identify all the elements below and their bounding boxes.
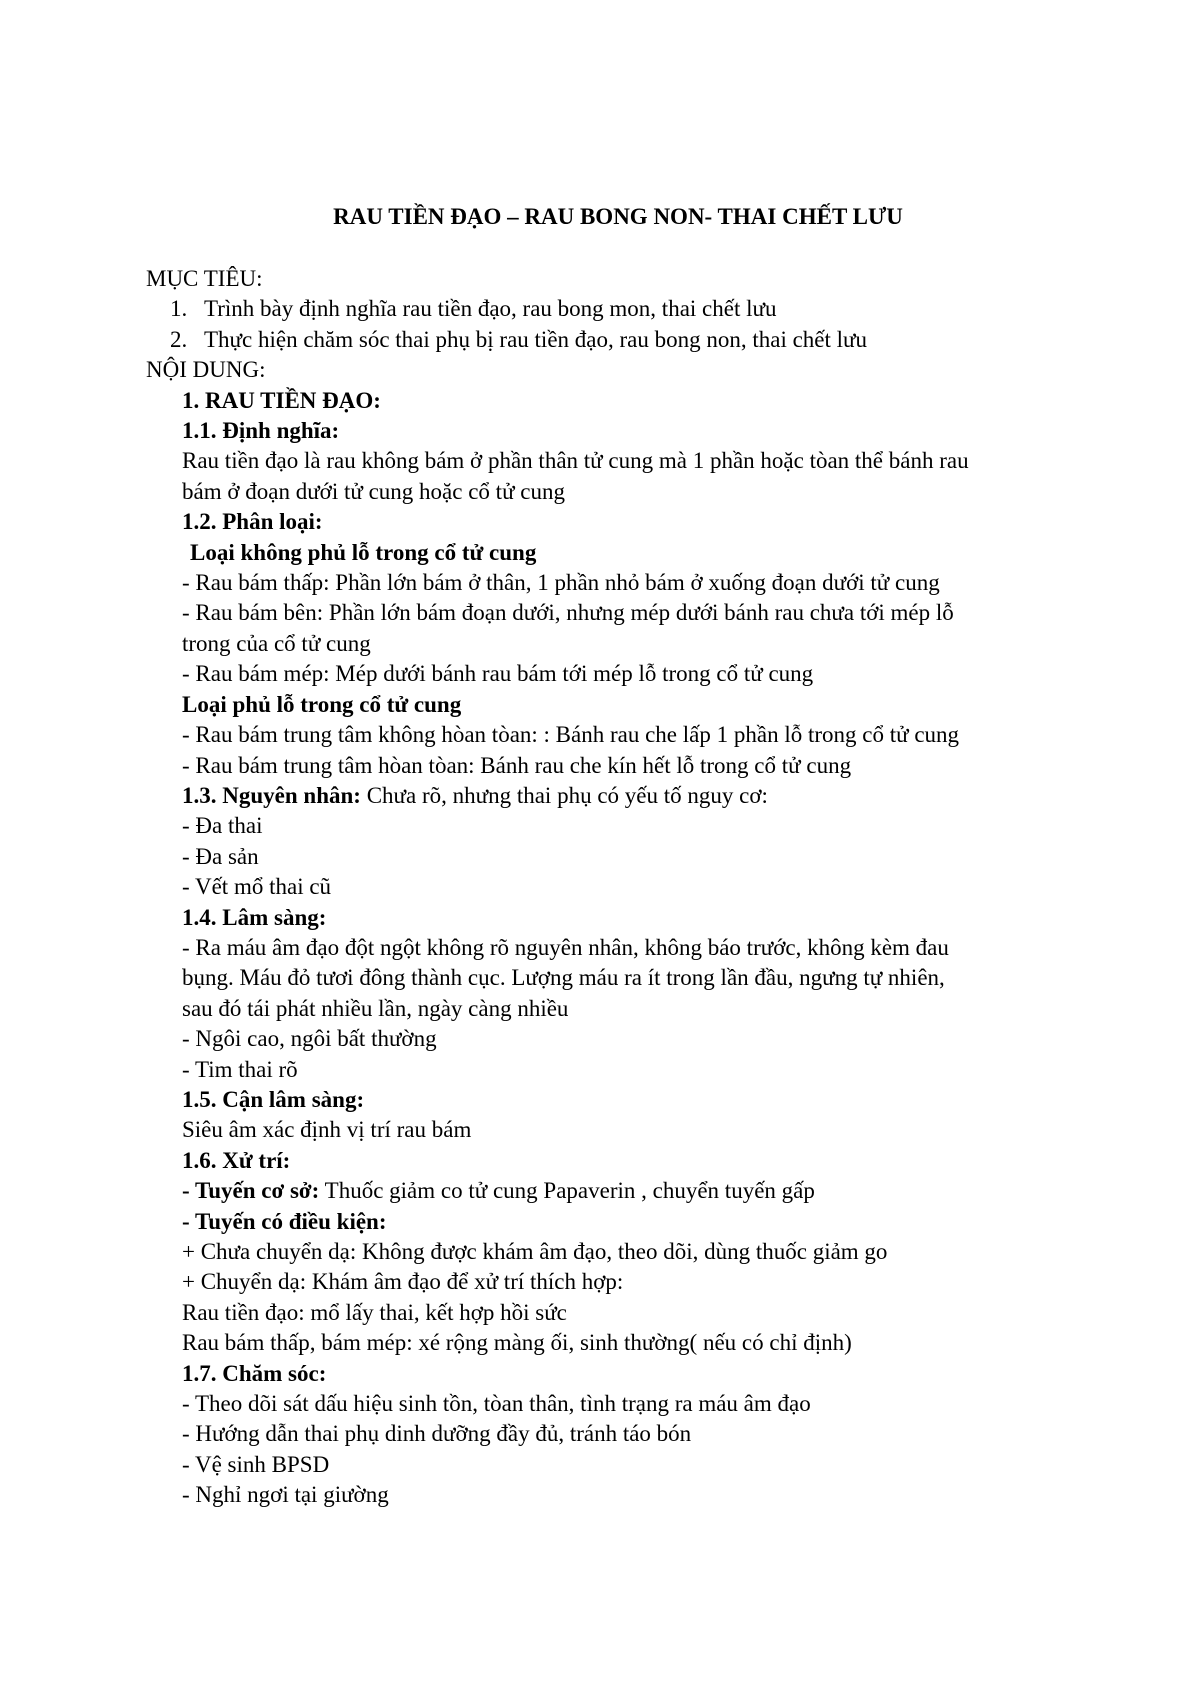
list-item: - Đa sản bbox=[182, 843, 259, 869]
text-line: sau đó tái phát nhiều lần, ngày càng nhiều bbox=[182, 995, 569, 1021]
objective-item bbox=[146, 294, 1106, 324]
level-label: - Tuyến có điều kiện: bbox=[182, 1208, 387, 1234]
category-heading: Loại không phủ lỗ trong cổ tử cung bbox=[190, 539, 537, 565]
text-line: bám ở đoạn dưới tử cung hoặc cổ tử cung bbox=[182, 478, 565, 504]
content-heading: NỘI DUNG: bbox=[146, 357, 266, 383]
list-item: - Vệ sinh BPSD bbox=[182, 1451, 330, 1477]
document-body bbox=[146, 264, 1106, 1511]
text-line: - Rau bám trung tâm hòan tòan: Bánh rau che kín hết lỗ trong cổ tử cung bbox=[182, 752, 852, 778]
list-item: - Theo dõi sát dấu hiệu sinh tồn, tòan thân, tình trạng ra máu âm đạo bbox=[182, 1391, 811, 1417]
objective-number: 2. bbox=[170, 326, 188, 352]
category-heading: Loại phủ lỗ trong cổ tử cung bbox=[182, 691, 462, 717]
list-item: - Vết mổ thai cũ bbox=[182, 874, 332, 900]
text-line: - Rau bám mép: Mép dưới bánh rau bám tới mép lỗ trong cổ tử cung bbox=[182, 661, 814, 687]
level-label: - Tuyến cơ sở: bbox=[182, 1178, 320, 1204]
objective-item bbox=[146, 325, 1106, 355]
subsection-heading: 1.4. Lâm sàng: bbox=[182, 904, 327, 930]
subsection-heading: 1.7. Chăm sóc: bbox=[182, 1360, 327, 1386]
objectives-heading: MỤC TIÊU: bbox=[146, 266, 263, 291]
text-line: + Chuyển dạ: Khám âm đạo để xử trí thích hợp: bbox=[182, 1269, 624, 1295]
text-line: trong của cổ tử cung bbox=[182, 630, 371, 656]
subsection-heading: 1.1. Định nghĩa: bbox=[182, 418, 340, 444]
list-item: - Nghỉ ngơi tại giường bbox=[182, 1482, 389, 1508]
text-line: - Rau bám trung tâm không hòan tòan: : Bánh rau che lấp 1 phần lỗ trong cổ tử cung bbox=[182, 722, 960, 748]
objective-text: Thực hiện chăm sóc thai phụ bị rau tiền đạo, rau bong non, thai chết lưu bbox=[204, 326, 868, 352]
section-heading: 1. RAU TIỀN ĐẠO: bbox=[182, 387, 381, 413]
text-line: - Rau bám bên: Phần lớn bám đoạn dưới, nhưng mép dưới bánh rau chưa tới mép lỗ bbox=[182, 600, 954, 626]
subsection-heading: 1.3. Nguyên nhân: bbox=[182, 782, 361, 808]
subsection-heading: 1.6. Xử trí: bbox=[182, 1147, 291, 1173]
text-line: Rau bám thấp, bám mép: xé rộng màng ối, sinh thường( nếu có chỉ định) bbox=[182, 1330, 852, 1356]
inline-text: Chưa rõ, nhưng thai phụ có yếu tố nguy cơ: bbox=[360, 782, 768, 808]
section-body bbox=[146, 386, 1106, 1511]
list-item: - Đa thai bbox=[182, 813, 263, 839]
subsection-heading-line bbox=[182, 781, 1106, 811]
text-line: bụng. Máu đỏ tươi đông thành cục. Lượng máu ra ít trong lần đầu, ngưng tự nhiên, bbox=[182, 965, 945, 991]
list-item: - Tim thai rõ bbox=[182, 1056, 298, 1082]
objective-number: 1. bbox=[170, 296, 188, 322]
inline-text: Thuốc giảm co tử cung Papaverin , chuyển tuyến gấp bbox=[319, 1178, 815, 1204]
text-line: Siêu âm xác định vị trí rau bám bbox=[182, 1117, 472, 1143]
text-line: - Rau bám thấp: Phần lớn bám ở thân, 1 phần nhỏ bám ở xuống đoạn dưới tử cung bbox=[182, 570, 940, 596]
list-item bbox=[182, 1176, 1106, 1206]
text-line: + Chưa chuyển dạ: Không được khám âm đạo, theo dõi, dùng thuốc giảm go bbox=[182, 1239, 888, 1264]
list-item: - Hướng dẫn thai phụ dinh dưỡng đầy đủ, tránh táo bón bbox=[182, 1421, 692, 1447]
text-line: Rau tiền đạo là rau không bám ở phần thân tử cung mà 1 phần hoặc tòan thể bánh rau bbox=[182, 448, 969, 474]
text-line: Rau tiền đạo: mổ lấy thai, kết hợp hồi sức bbox=[182, 1299, 567, 1325]
objective-text: Trình bày định nghĩa rau tiền đạo, rau bong mon, thai chết lưu bbox=[204, 296, 777, 322]
list-item: - Ngôi cao, ngôi bất thường bbox=[182, 1026, 437, 1052]
subsection-heading: 1.2. Phân loại: bbox=[182, 509, 323, 535]
subsection-heading: 1.5. Cận lâm sàng: bbox=[182, 1086, 365, 1112]
text-line: - Ra máu âm đạo đột ngột không rõ nguyên nhân, không báo trước, không kèm đau bbox=[182, 934, 949, 960]
document-title: RAU TIỀN ĐẠO – RAU BONG NON- THAI CHẾT LƯU bbox=[333, 204, 903, 229]
